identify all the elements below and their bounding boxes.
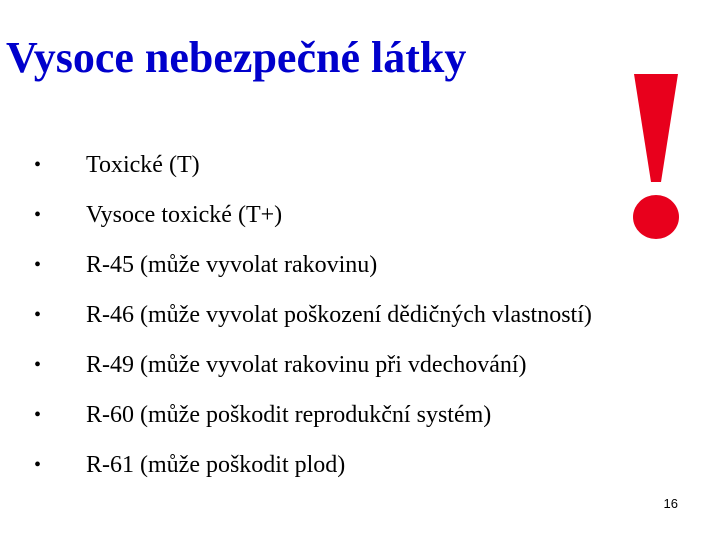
bullet-symbol: •	[34, 254, 42, 276]
bullet-text: R-60 (může poškodit reprodukční systém)	[86, 402, 492, 428]
page-number: 16	[663, 496, 678, 511]
bullet-symbol: •	[34, 204, 42, 226]
bullet-text: R-45 (může vyvolat rakovinu)	[86, 252, 378, 278]
bullet-text: R-61 (může poškodit plod)	[86, 452, 346, 478]
exclamation-bar	[634, 74, 678, 182]
bullet-symbol: •	[34, 454, 42, 476]
exclamation-mark-icon	[628, 72, 684, 240]
bullet-text: R-46 (může vyvolat poškození dědičných vlastností)	[86, 302, 592, 328]
bullet-symbol: •	[34, 354, 42, 376]
bullet-symbol: •	[34, 154, 42, 176]
slide-title: Vysoce nebezpečné látky	[6, 33, 467, 82]
bullet-text: R-49 (může vyvolat rakovinu při vdechování)	[86, 352, 527, 378]
bullet-symbol: •	[34, 404, 42, 426]
exclamation-dot	[633, 195, 679, 239]
bullet-text: Toxické (T)	[86, 152, 200, 178]
bullet-text: Vysoce toxické (T+)	[86, 202, 283, 228]
bullet-symbol: •	[34, 304, 42, 326]
